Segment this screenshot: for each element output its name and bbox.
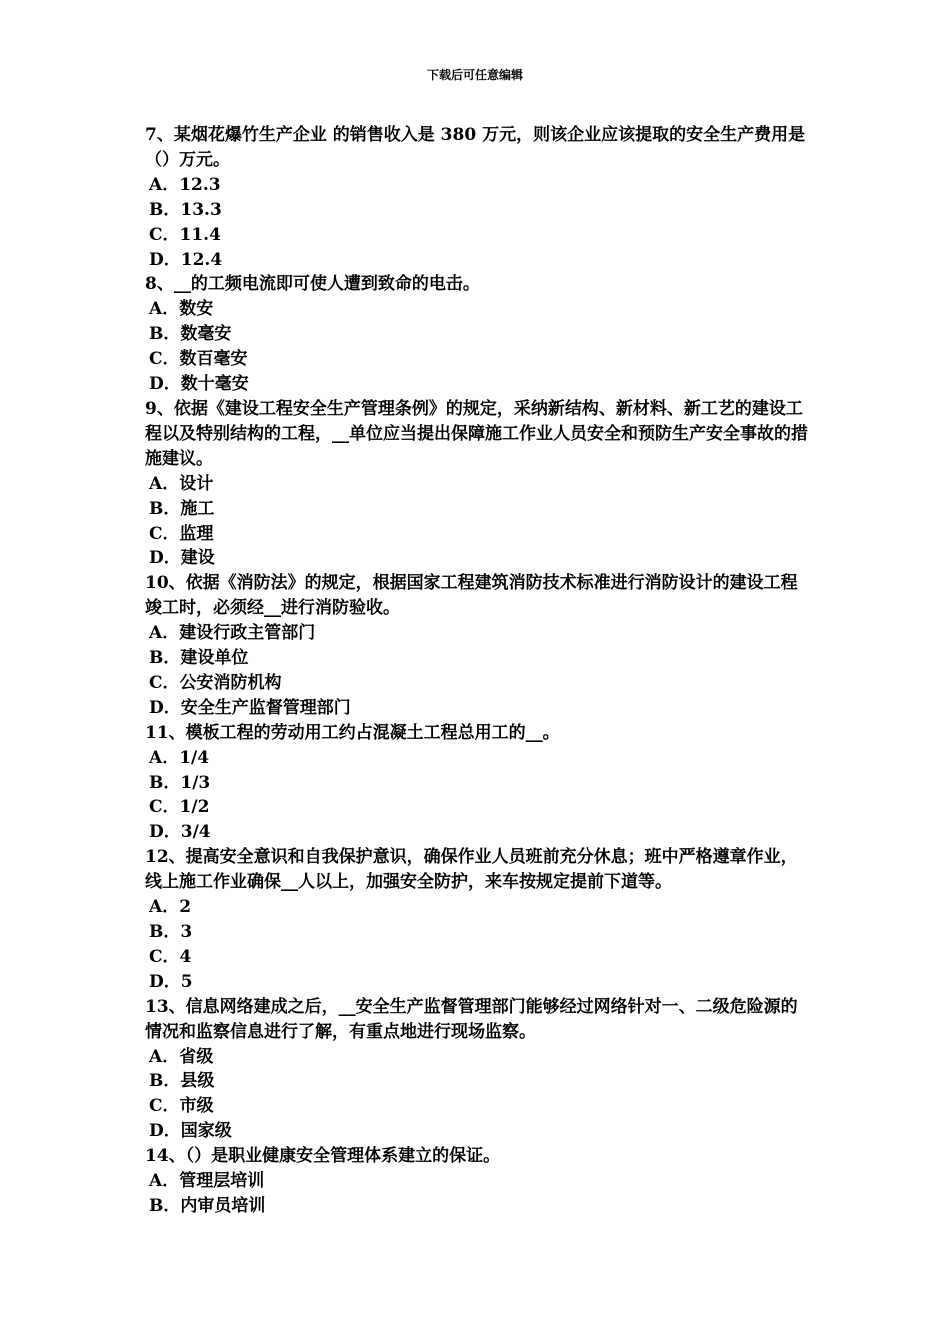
option-d: D．安全生产监督管理部门 bbox=[149, 697, 351, 718]
option-a: A．省级 bbox=[149, 1046, 214, 1067]
question-12 bbox=[145, 845, 813, 994]
question-stem: 8、__的工频电流即可使人遭到致命的电击。 bbox=[145, 274, 480, 295]
option-c: C．4 bbox=[149, 946, 192, 967]
option-c: C．市级 bbox=[149, 1096, 214, 1117]
option-a: A．1/4 bbox=[149, 747, 210, 768]
option-c: C．数百毫安 bbox=[149, 349, 248, 370]
option-b: B．1/3 bbox=[149, 772, 211, 793]
question-stem: 14、（）是职业健康安全管理体系建立的保证。 bbox=[145, 1146, 501, 1167]
question-stem: 10、依据《消防法》的规定，根据国家工程建筑消防技术标准进行消防设计的建设工程竣工时，必须经__进行消防验收。 bbox=[145, 573, 798, 619]
option-b: B．施工 bbox=[149, 498, 215, 519]
question-stem: 7、某烟花爆竹生产企业 的销售收入是 380 万元，则该企业应该提取的安全生产费用是（）万元。 bbox=[145, 125, 806, 170]
question-14 bbox=[145, 1144, 813, 1219]
option-b: B．内审员培训 bbox=[149, 1195, 266, 1216]
question-stem: 11、模板工程的劳动用工约占混凝土工程总用工的__。 bbox=[145, 722, 560, 743]
option-d: D．3/4 bbox=[149, 822, 211, 843]
question-stem: 9、依据《建设工程安全生产管理条例》的规定，采纳新结构、新材料、新工艺的建设工程以及特别结构的工程，__单位应当提出保障施工作业人员安全和预防生产安全事故的措施建议。 bbox=[145, 398, 808, 469]
question-9 bbox=[145, 397, 813, 571]
option-c: C．1/2 bbox=[149, 797, 210, 818]
question-stem: 12、提高安全意识和自我保护意识，确保作业人员班前充分休息；班中严格遵章作业，线上施工作业确保__人以上，加强安全防护，来车按规定提前下道等。 bbox=[145, 847, 798, 893]
option-a: A．管理层培训 bbox=[149, 1171, 265, 1192]
option-a: A．设计 bbox=[149, 473, 214, 494]
option-c: C．监理 bbox=[149, 523, 214, 544]
option-d: D．12.4 bbox=[149, 249, 223, 270]
option-a: A．2 bbox=[149, 897, 192, 918]
page-header: 下载后可任意编辑 bbox=[426, 68, 523, 82]
question-11 bbox=[145, 721, 813, 846]
option-b: B．县级 bbox=[149, 1071, 215, 1092]
option-d: D．建设 bbox=[149, 548, 215, 569]
option-b: B．13.3 bbox=[149, 199, 222, 220]
option-d: D．数十毫安 bbox=[149, 374, 249, 395]
option-a: A．数安 bbox=[149, 299, 214, 320]
option-c: C．11.4 bbox=[149, 224, 221, 245]
question-10 bbox=[145, 571, 813, 720]
question-13 bbox=[145, 995, 813, 1144]
option-b: B．3 bbox=[149, 922, 193, 942]
option-d: D．国家级 bbox=[149, 1121, 232, 1142]
question-stem: 13、信息网络建成之后，__安全生产监督管理部门能够经过网络针对一、二级危险源的情况和监察信息进行了解，有重点地进行现场监察。 bbox=[145, 996, 798, 1042]
option-a: A．12.3 bbox=[149, 174, 221, 195]
question-8 bbox=[145, 272, 813, 397]
question-7 bbox=[145, 123, 813, 272]
option-c: C．公安消防机构 bbox=[149, 672, 282, 693]
option-d: D．5 bbox=[149, 971, 193, 992]
option-b: B．数毫安 bbox=[149, 324, 232, 345]
option-b: B．建设单位 bbox=[149, 648, 249, 669]
question-list bbox=[145, 123, 813, 1219]
option-a: A．建设行政主管部门 bbox=[149, 623, 316, 644]
